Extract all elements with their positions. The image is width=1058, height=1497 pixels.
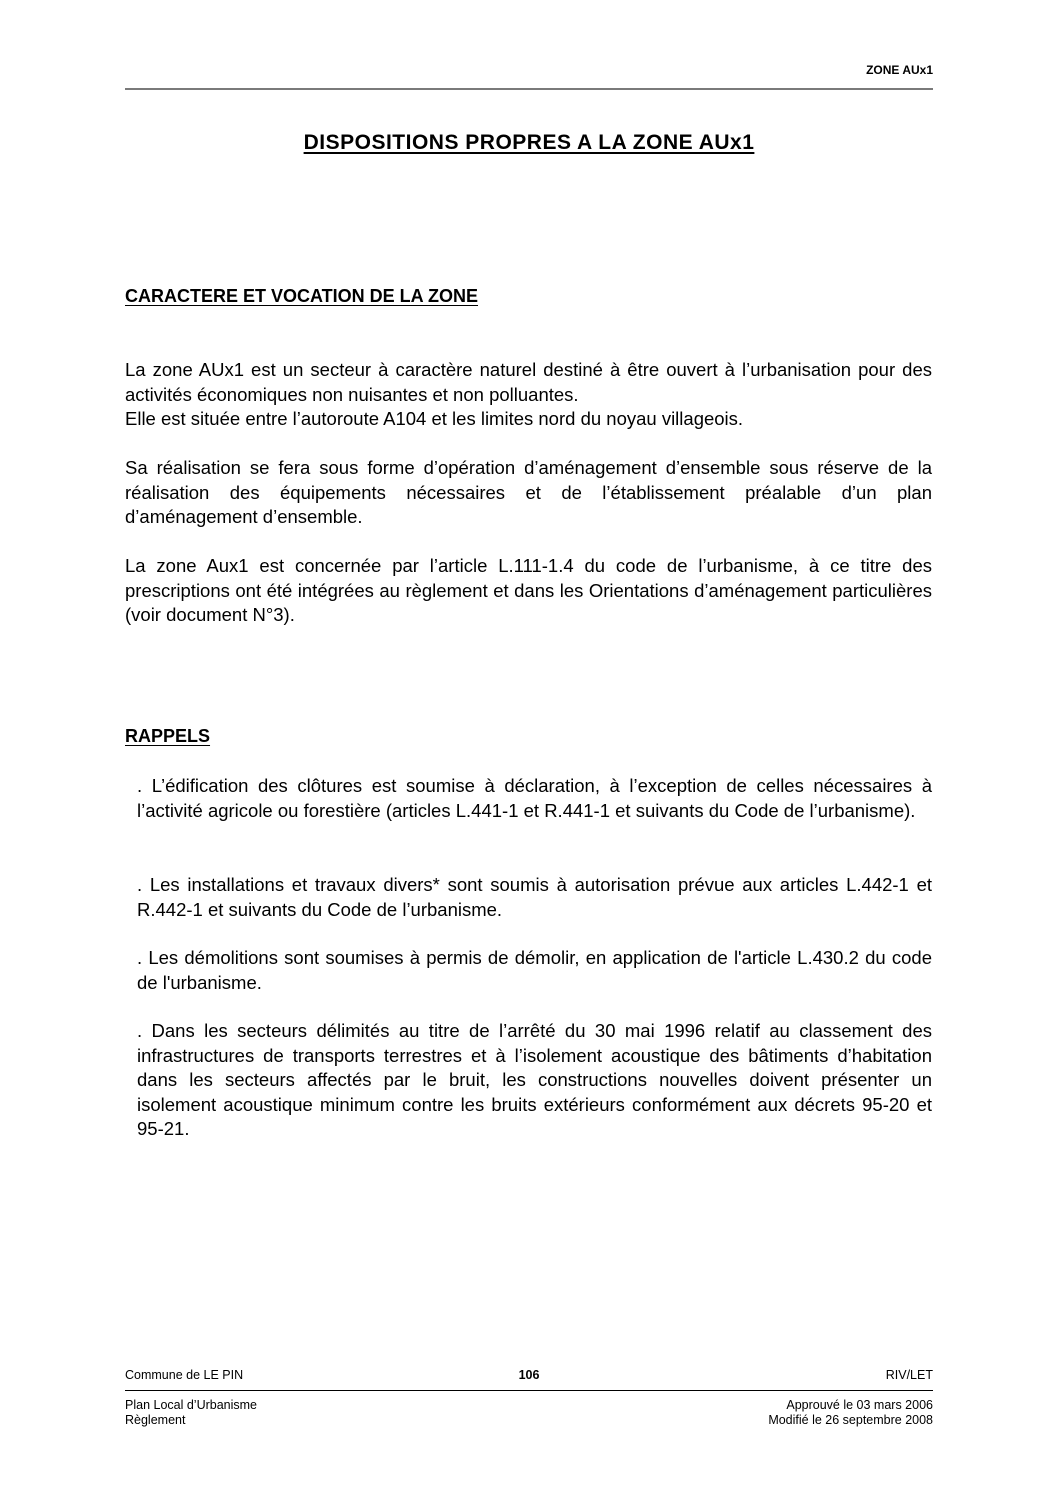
rappel-item: . Les installations et travaux divers* sont soumis à autorisation prévue aux articles L.442-1 et R.442-1 et suivants du Code de l’urbanisme. — [137, 874, 932, 920]
paragraph-article: La zone Aux1 est concernée par l’article L.111-1.4 du code de l’urbanisme, à ce titre des prescriptions ont été intégrées au règlement et dans les Orientations d’aménagement particulières (voir document N°3). — [125, 555, 932, 625]
rappel-item: . L’édification des clôtures est soumise à déclaration, à l’exception de celles nécessaires à l’activité agricole ou forestière (articles L.441-1 et R.441-1 et suivants du Code de l’urbanisme). — [137, 775, 932, 821]
header-divider — [125, 88, 933, 90]
footer-reference: RIV/LET — [885, 1368, 933, 1382]
footer-approved-date: Approuvé le 03 mars 2006 — [786, 1398, 933, 1412]
paragraph-description — [125, 358, 932, 432]
paragraph-realisation: Sa réalisation se fera sous forme d’opération d’aménagement d’ensemble sous réserve de la réalisation des équipements nécessaires et de l’établissement préalable d’un plan d’aménagement d’ensemble. — [125, 457, 932, 527]
footer-plan-title: Plan Local d’Urbanisme — [125, 1398, 258, 1412]
footer-plan-info — [125, 1398, 257, 1428]
section-heading-caractere: CARACTERE ET VOCATION DE LA ZONE — [125, 286, 479, 306]
rappel-item: . Les démolitions sont soumises à permis de démolir, en application de l'article L.430.2 du code de l'urbanisme. — [137, 947, 932, 993]
footer-modified-date: Modifié le 26 septembre 2008 — [768, 1413, 933, 1427]
footer-divider — [125, 1390, 933, 1391]
paragraph-line: La zone AUx1 est un secteur à caractère naturel destiné à être ouvert à l’urbanisation pour des activités économiques non nuisantes et non polluantes. — [125, 359, 932, 405]
rappel-item: . Dans les secteurs délimités au titre de l’arrêté du 30 mai 1996 relatif au classement des infrastructures de transports terrestres et à l’isolement acoustique des bâtiments d’habitation dans les secteurs affectés par le bruit, les constructions nouvelles doivent présenter un isolement acoustique minimum contre les bruits extérieurs conformément aux décrets 95-20 et 95-21. — [137, 1020, 932, 1139]
zone-label: ZONE AUx1 — [866, 63, 933, 77]
page-title — [0, 131, 1058, 155]
page-title-text: DISPOSITIONS PROPRES A LA ZONE AUx1 — [303, 131, 755, 154]
section-heading-rappels: RAPPELS — [125, 726, 211, 746]
paragraph-line: Elle est située entre l’autoroute A104 et les limites nord du noyau villageois. — [125, 408, 744, 429]
page-number: 106 — [518, 1368, 540, 1382]
footer-doc-type: Règlement — [125, 1413, 186, 1427]
footer-dates — [768, 1398, 933, 1428]
footer-commune: Commune de LE PIN — [125, 1368, 244, 1382]
